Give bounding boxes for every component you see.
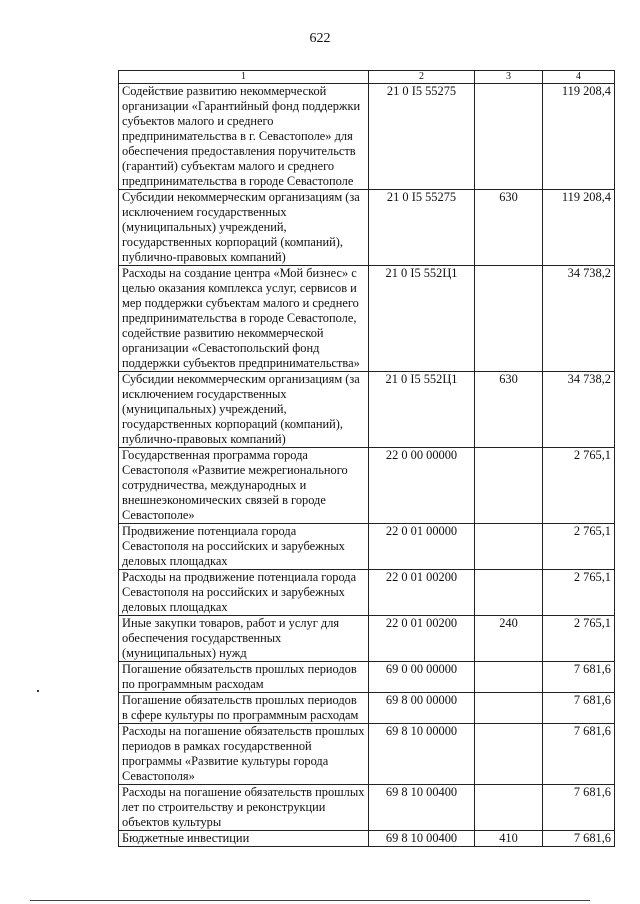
row-expense-type [475,524,543,570]
row-expense-type [475,570,543,616]
bottom-rule [30,900,590,901]
row-target-code: 22 0 01 00200 [369,570,475,616]
row-target-code: 69 8 10 00400 [369,831,475,847]
row-name: Субсидии некоммерческим организациям (за исключением государственных (муниципальных) учреждений, государственных корпораций (компаний), публично-правовых компаний) [119,190,369,266]
row-name: Расходы на погашение обязательств прошлых периодов в рамках государственной программы «Развитие культуры города Севастополя» [119,724,369,785]
row-expense-type [475,448,543,524]
row-target-code: 22 0 01 00000 [369,524,475,570]
row-amount: 119 208,4 [543,190,615,266]
column-header-4: 4 [543,71,615,84]
row-expense-type [475,693,543,724]
row-amount: 2 765,1 [543,570,615,616]
table-row [119,266,615,372]
row-target-code: 21 0 I5 55275 [369,190,475,266]
row-target-code: 22 0 01 00200 [369,616,475,662]
row-target-code: 21 0 I5 552Ц1 [369,266,475,372]
table-row [119,662,615,693]
row-name: Субсидии некоммерческим организациям (за исключением государственных (муниципальных) учреждений, государственных корпораций (компаний), публично-правовых компаний) [119,372,369,448]
row-expense-type [475,785,543,831]
row-amount: 119 208,4 [543,84,615,190]
row-name: Государственная программа города Севастополя «Развитие межрегионального сотрудничества, международных и внешнеэкономических связей в городе Севастополе» [119,448,369,524]
page-number: 622 [309,31,331,46]
row-expense-type [475,84,543,190]
scan-mark [37,690,39,692]
row-amount: 7 681,6 [543,831,615,847]
row-name: Продвижение потенциала города Севастополя на российских и зарубежных деловых площадках [119,524,369,570]
row-expense-type [475,662,543,693]
row-target-code: 21 0 I5 552Ц1 [369,372,475,448]
row-target-code: 69 0 00 00000 [369,662,475,693]
table-row [119,616,615,662]
row-expense-type: 240 [475,616,543,662]
row-amount: 34 738,2 [543,266,615,372]
row-amount: 34 738,2 [543,372,615,448]
row-amount: 7 681,6 [543,662,615,693]
row-name: Расходы на погашение обязательств прошлых лет по строительству и реконструкции объектов культуры [119,785,369,831]
row-expense-type: 630 [475,372,543,448]
table-row [119,372,615,448]
row-name: Погашение обязательств прошлых периодов по программным расходам [119,662,369,693]
row-name: Содействие развитию некоммерческой организации «Гарантийный фонд поддержки субъектов малого и среднего предпринимательства в г. Севастополе» для обеспечения предоставления поручительств (гарантий) субъектам малого и среднего предпринимательства в городе Севастополе [119,84,369,190]
row-name: Расходы на создание центра «Мой бизнес» с целью оказания комплекса услуг, сервисов и мер поддержки субъектам малого и среднего предпринимательства в городе Севастополе, содействие развитию некоммерческой организации «Севастопольский фонд поддержки субъектов предпринимательства» [119,266,369,372]
column-header-1: 1 [119,71,369,84]
row-amount: 7 681,6 [543,693,615,724]
row-target-code: 69 8 00 00000 [369,693,475,724]
row-target-code: 69 8 10 00400 [369,785,475,831]
table-row [119,831,615,847]
row-expense-type: 410 [475,831,543,847]
row-name: Иные закупки товаров, работ и услуг для обеспечения государственных (муниципальных) нужд [119,616,369,662]
table-row [119,84,615,190]
row-expense-type [475,266,543,372]
row-expense-type: 630 [475,190,543,266]
row-amount: 2 765,1 [543,448,615,524]
row-name: Погашение обязательств прошлых периодов в сфере культуры по программным расходам [119,693,369,724]
table-row [119,448,615,524]
table-row [119,524,615,570]
table-row [119,785,615,831]
row-amount: 2 765,1 [543,524,615,570]
table-row [119,724,615,785]
table-row [119,570,615,616]
budget-table [118,70,615,847]
row-amount: 2 765,1 [543,616,615,662]
table-header-row [119,71,615,84]
column-header-3: 3 [475,71,543,84]
row-expense-type [475,724,543,785]
row-amount: 7 681,6 [543,724,615,785]
row-name: Расходы на продвижение потенциала города Севастополя на российских и зарубежных деловых площадках [119,570,369,616]
row-amount: 7 681,6 [543,785,615,831]
table-row [119,190,615,266]
row-target-code: 21 0 I5 55275 [369,84,475,190]
row-target-code: 69 8 10 00000 [369,724,475,785]
row-target-code: 22 0 00 00000 [369,448,475,524]
column-header-2: 2 [369,71,475,84]
table-row [119,693,615,724]
row-name: Бюджетные инвестиции [119,831,369,847]
